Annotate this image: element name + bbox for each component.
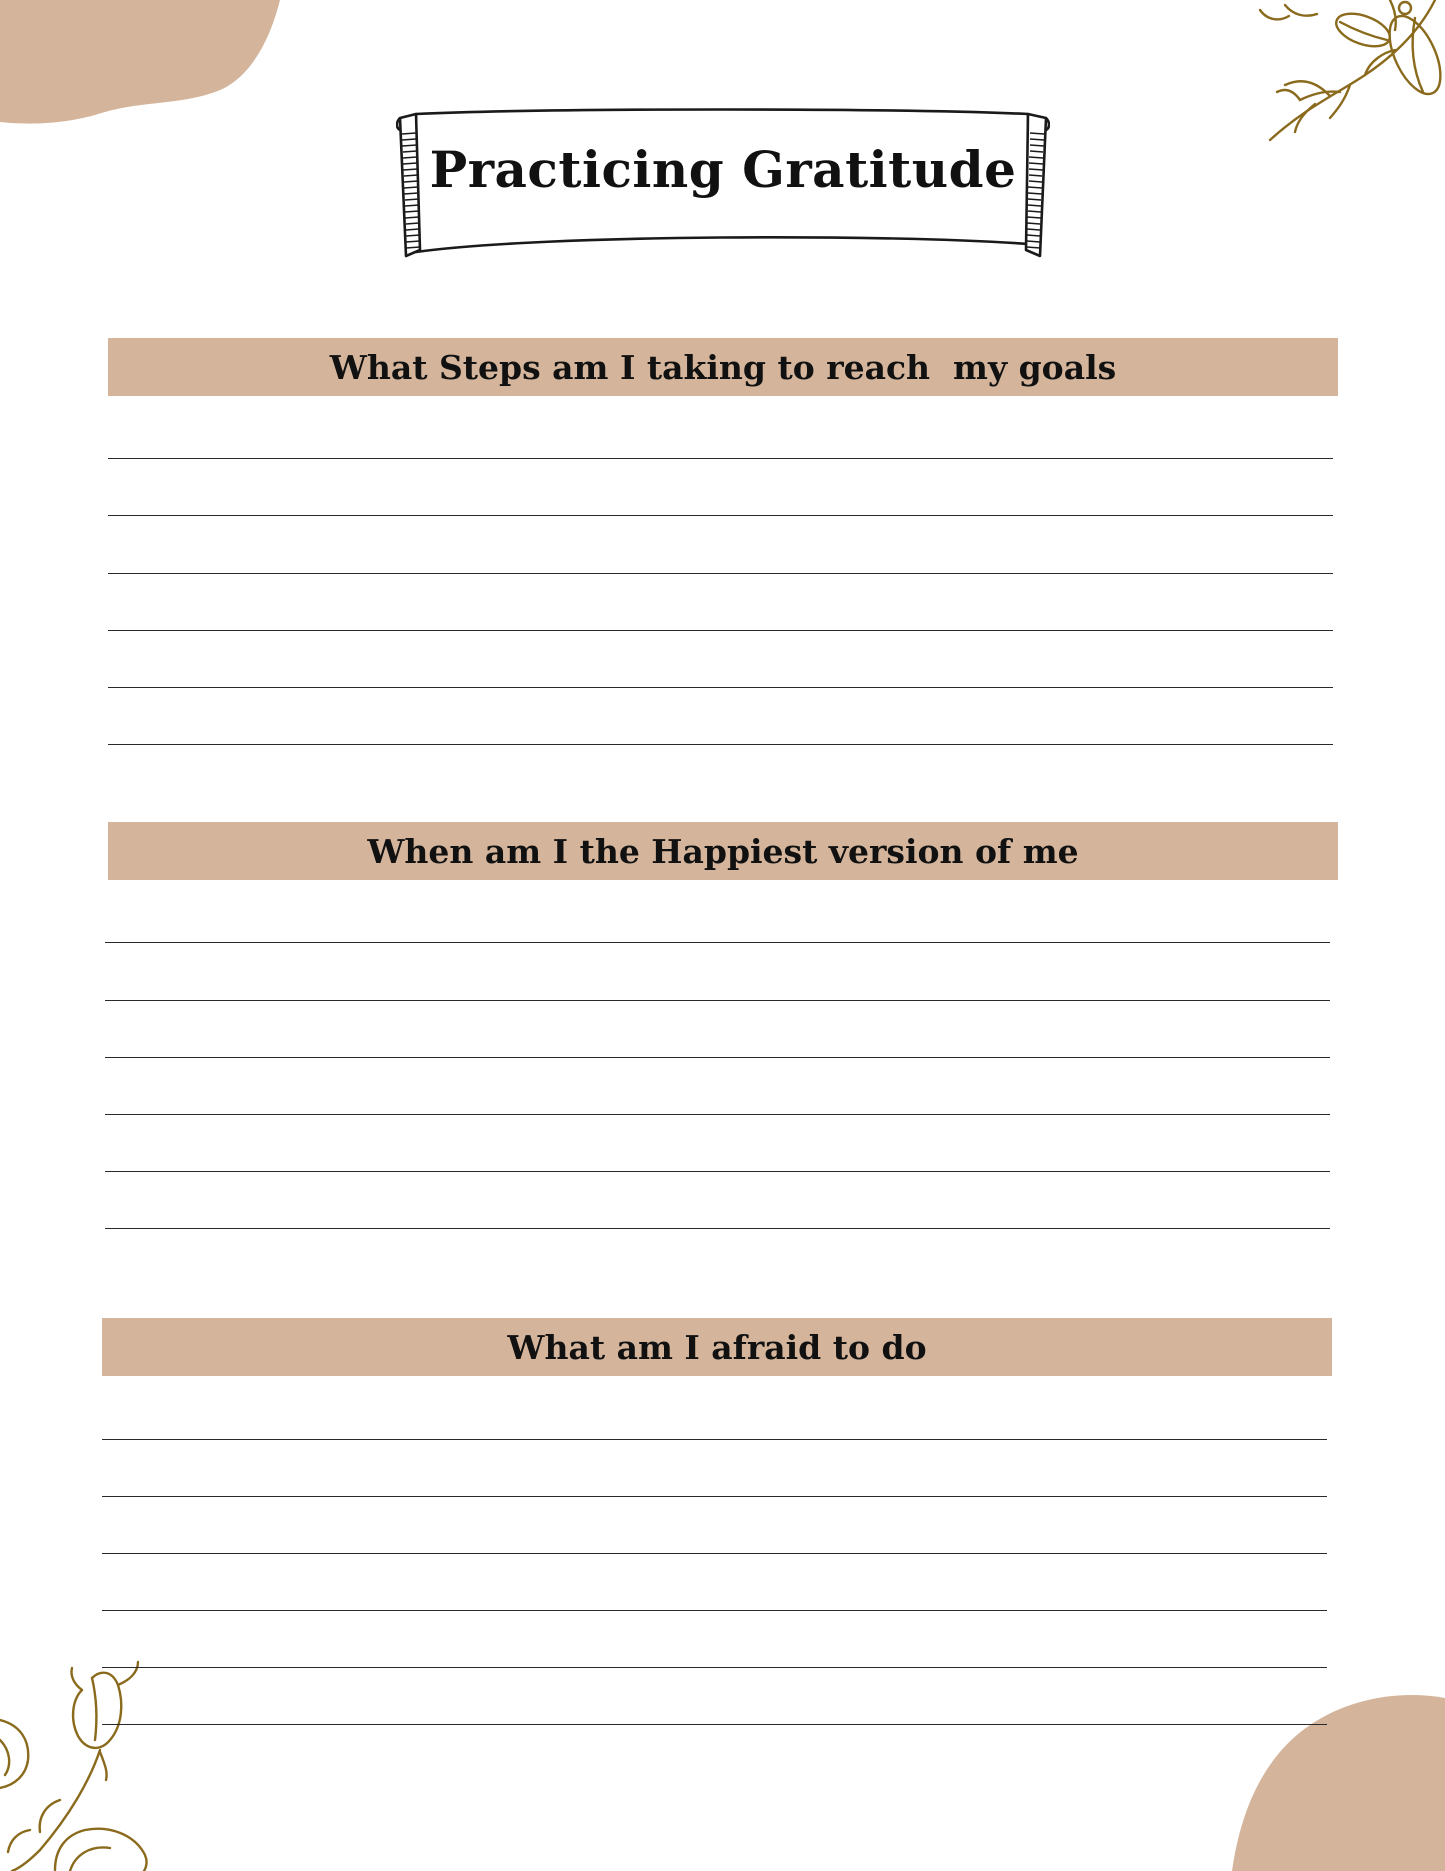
writing-line[interactable] [105, 942, 1330, 943]
writing-line[interactable] [102, 1610, 1327, 1611]
writing-line[interactable] [108, 687, 1333, 688]
tan-blob-bottom-right [1230, 1690, 1445, 1871]
writing-line[interactable] [102, 1724, 1327, 1725]
page-title: Practicing Gratitude [429, 140, 1017, 199]
writing-line[interactable] [108, 573, 1333, 574]
floral-top-right-icon [1245, 0, 1445, 150]
section-title: What Steps am I taking to reach my goals [329, 347, 1117, 387]
writing-line[interactable] [105, 1000, 1330, 1001]
title-banner [396, 104, 1050, 260]
writing-line[interactable] [105, 1114, 1330, 1115]
writing-line[interactable] [108, 458, 1333, 459]
tan-blob-top-left [0, 0, 290, 130]
writing-line[interactable] [108, 515, 1333, 516]
writing-line[interactable] [108, 630, 1333, 631]
writing-line[interactable] [102, 1667, 1327, 1668]
writing-line[interactable] [105, 1228, 1330, 1229]
writing-line[interactable] [105, 1057, 1330, 1058]
section-header [102, 1318, 1332, 1376]
section-title: When am I the Happiest version of me [367, 831, 1079, 871]
writing-line[interactable] [102, 1553, 1327, 1554]
section-header [108, 338, 1338, 396]
writing-line[interactable] [108, 744, 1333, 745]
section-title: What am I afraid to do [507, 1327, 927, 1367]
writing-line[interactable] [102, 1439, 1327, 1440]
writing-line[interactable] [102, 1496, 1327, 1497]
floral-bottom-left-icon [0, 1640, 160, 1871]
section-header [108, 822, 1338, 880]
writing-line[interactable] [105, 1171, 1330, 1172]
